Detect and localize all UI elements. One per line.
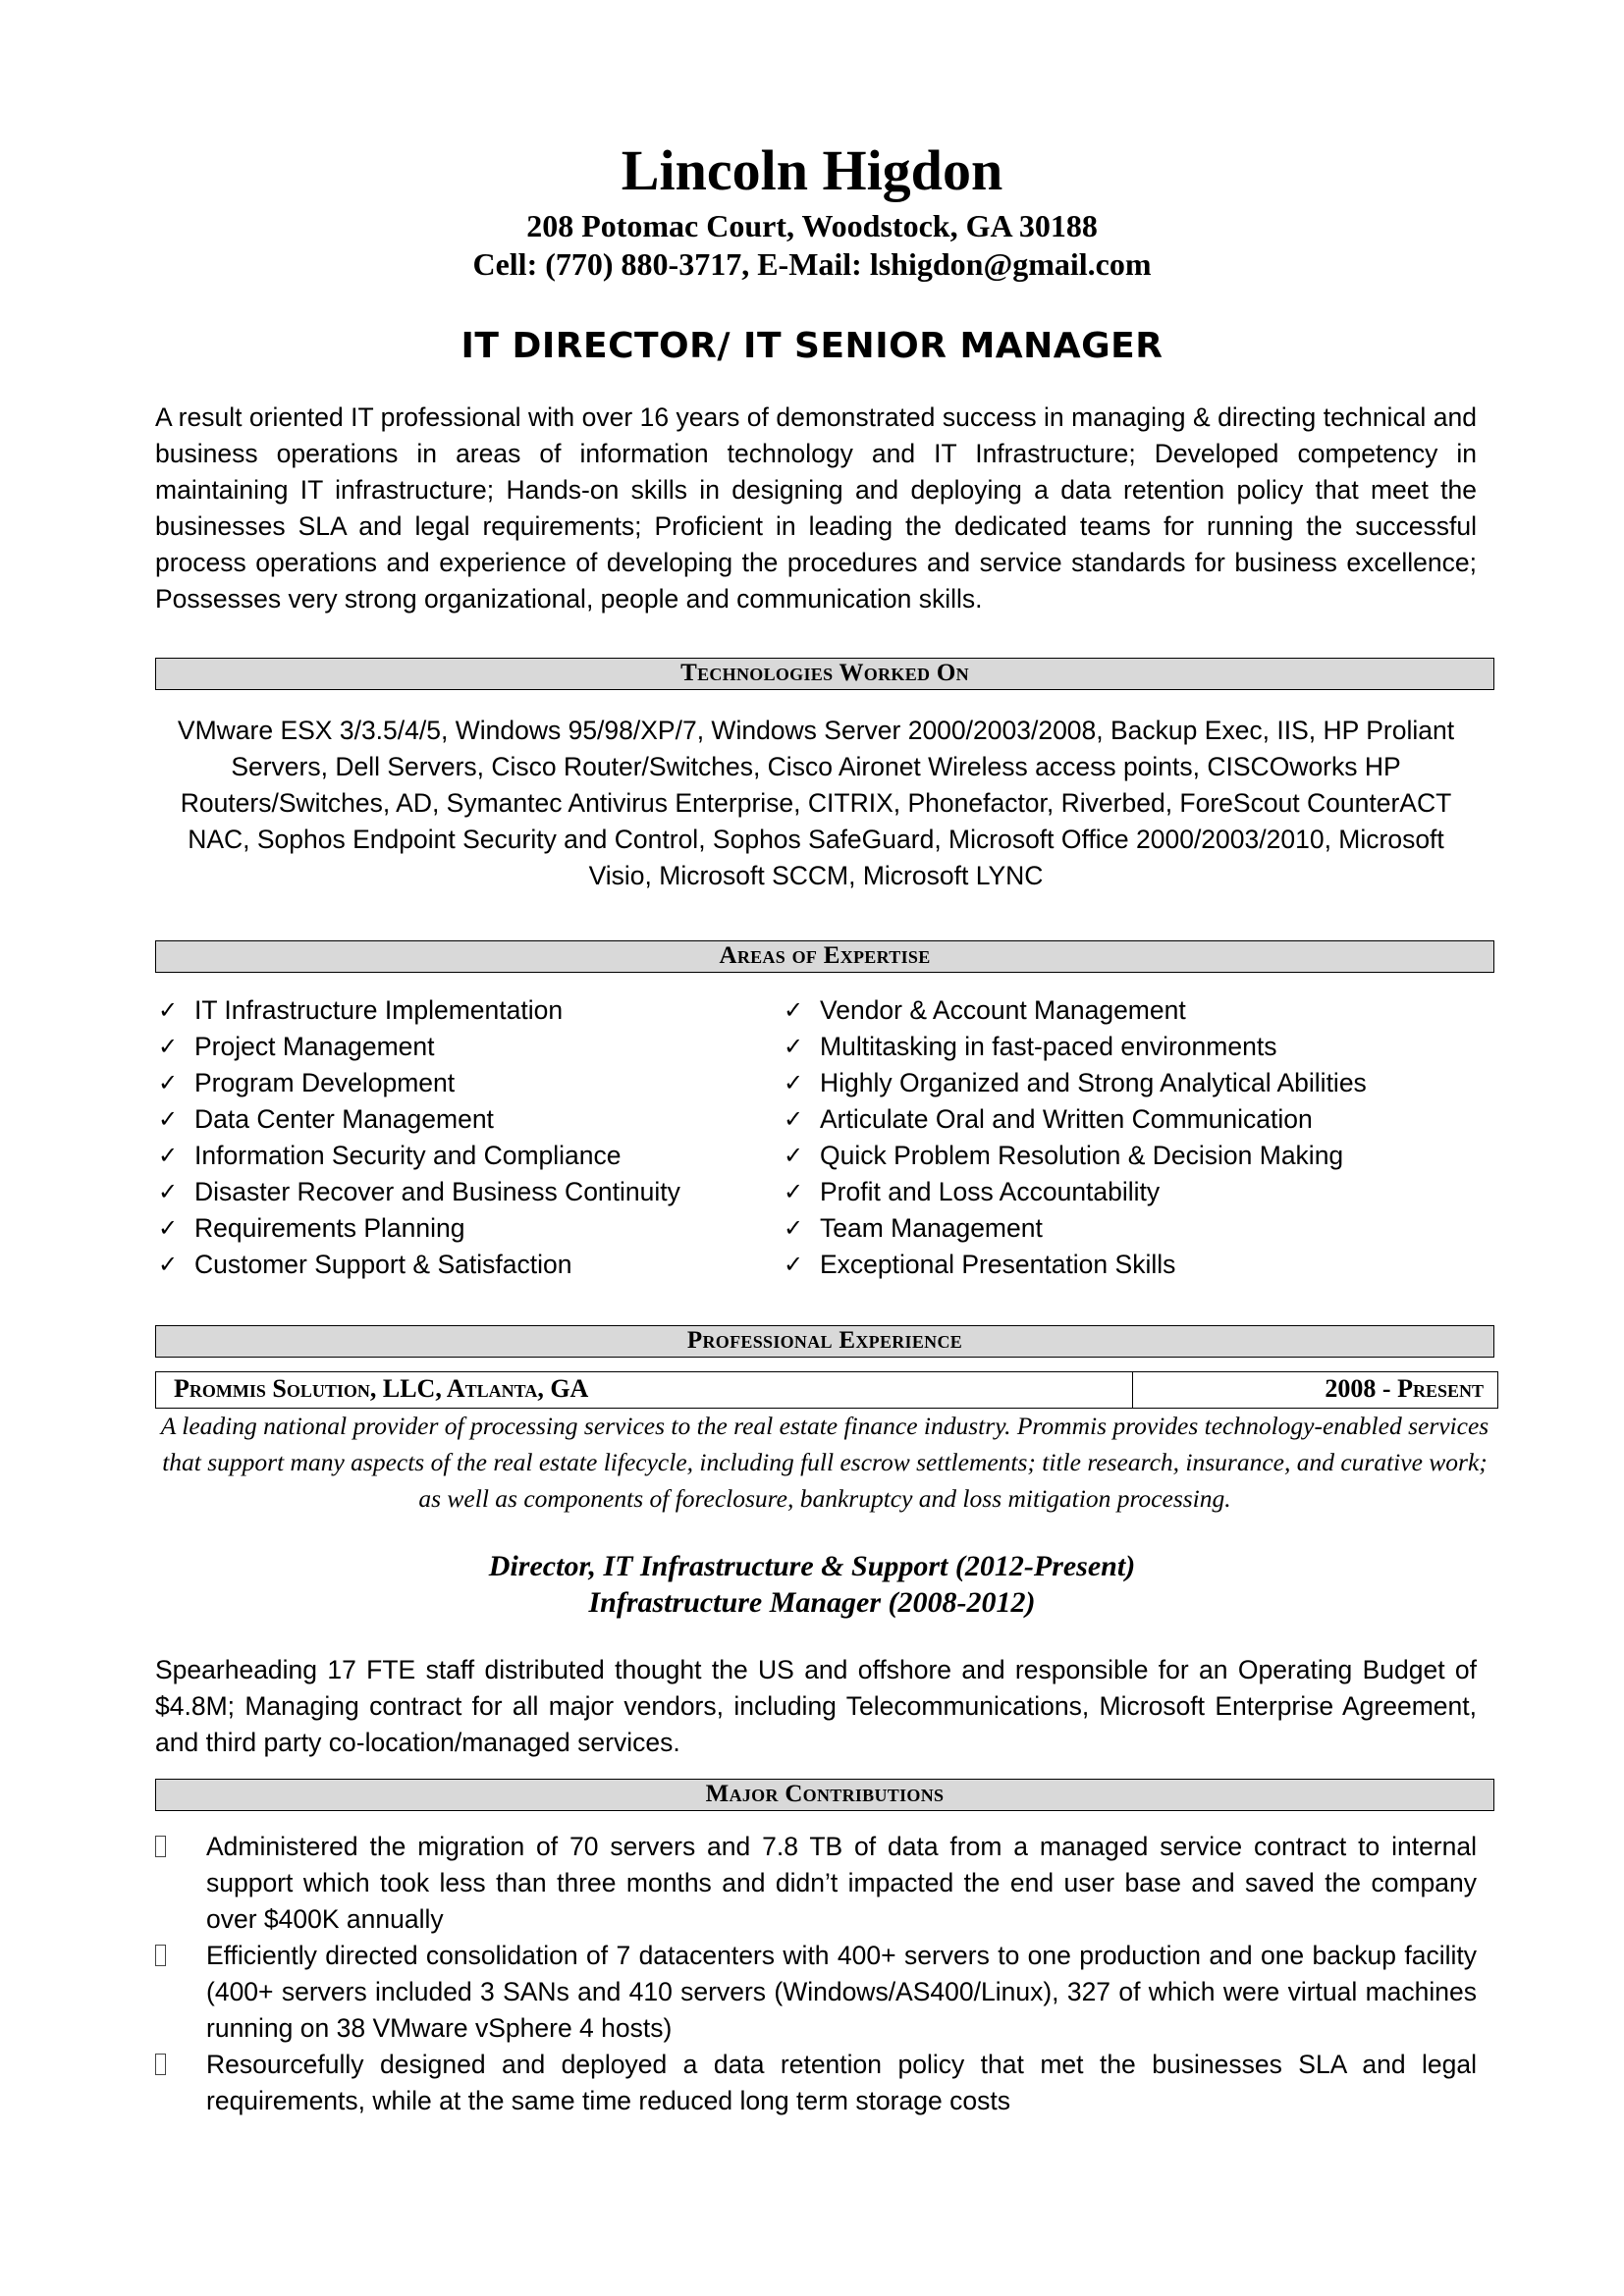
list-item: ✓ Multitasking in fast-paced environments: [781, 1029, 1367, 1065]
list-item: ✓ Highly Organized and Strong Analytical Abilities: [781, 1065, 1367, 1101]
list-item: ✓ IT Infrastructure Implementation: [155, 992, 680, 1029]
summary-paragraph: A result oriented IT professional with over 16 years of demonstrated success in managing & directing technical and business operations in areas of information technology and IT Infrastructure; Developed competency in maintaining IT infrastructure; Hands-on skills in designing and deploying a data retention policy that meet the businesses SLA and legal requirements; Proficient in leading the dedicated teams for running the successful process operations and experience of developing the procedures and service standards for business excellence; Possesses very strong organizational, people and communication skills.: [155, 402, 1477, 614]
expertise-list-right: [781, 992, 1367, 1283]
checkmark-icon: ✓: [784, 1178, 804, 1205]
list-item: Administered the migration of 70 servers and 7.8 TB of data from a managed service contract to internal support which took less than three months and didn’t impacted the end user base and saved the company over $400K annually: [155, 1829, 1477, 1938]
list-item: ✓ Quick Problem Resolution & Decision Making: [781, 1138, 1367, 1174]
checkmark-icon: ✓: [158, 1105, 179, 1133]
list-item: ✓ Data Center Management: [155, 1101, 680, 1138]
checkmark-icon: ✓: [158, 1251, 179, 1278]
checkmark-icon: ✓: [158, 1033, 179, 1060]
list-item: Efficiently directed consolidation of 7 datacenters with 400+ servers to one production and one backup facility (400+ servers included 3 SANs and 410 servers (Windows/AS400/Linux), 327 of which were virtual machines running on 38 VMware vSphere 4 hosts): [155, 1938, 1477, 2047]
checkmark-icon: ✓: [784, 1033, 804, 1060]
list-item: ✓ Vendor & Account Management: [781, 992, 1367, 1029]
checkmark-icon: ✓: [784, 1142, 804, 1169]
checkmark-icon: ✓: [158, 1069, 179, 1096]
checkmark-icon: ✓: [158, 1142, 179, 1169]
role-title-current: Director, IT Infrastructure & Support (2012-Present): [488, 1550, 1136, 1582]
role-overview: Spearheading 17 FTE staff distributed thought the US and offshore and responsible for an Operating Budget of $4.8M; Managing contract for all major vendors, including Telecommunications, Microsoft Enterprise Agreement, and third party co-location/managed services.: [155, 1655, 1477, 1757]
bullet-icon: [155, 1836, 166, 1857]
list-item: ✓ Project Management: [155, 1029, 680, 1065]
contributions-list: [155, 1829, 1477, 2119]
bullet-icon: [155, 2054, 166, 2075]
technologies-list: VMware ESX 3/3.5/4/5, Windows 95/98/XP/7, Windows Server 2000/2003/2008, Backup Exec, IIS, HP Proliant Servers, Dell Servers, Cisco Router/Switches, Cisco Aironet Wireless access points, CISCOworks HP Routers/Switches, AD, Symantec Antivirus Enterprise, CITRIX, Phonefactor, Riverbed, ForeScout CounterACT NAC, Sophos Endpoint Security and Control, Sophos SafeGuard, Microsoft Office 2000/2003/2010, Microsoft Visio, Microsoft SCCM, Microsoft LYNC: [177, 716, 1455, 890]
bullet-icon: [155, 1945, 166, 1966]
list-item: ✓ Team Management: [781, 1210, 1367, 1247]
company-description: A leading national provider of processing services to the real estate finance industry. Prommis provides technology-enabled services that support many aspects of the real estate lifecycle, including full escrow settlements; title research, insurance, and curative work; as well as components of foreclosure, bankruptcy and loss mitigation processing.: [160, 1412, 1489, 1513]
candidate-name: Lincoln Higdon: [621, 138, 1003, 202]
technologies-section-header: Technologies Worked On: [155, 658, 1494, 690]
list-item: ✓ Articulate Oral and Written Communication: [781, 1101, 1367, 1138]
checkmark-icon: ✓: [784, 996, 804, 1024]
expertise-section-header: Areas of Expertise: [155, 940, 1494, 973]
employment-dates: 2008 - Present: [1325, 1374, 1484, 1403]
expertise-list-left: [155, 992, 680, 1283]
checkmark-icon: ✓: [158, 996, 179, 1024]
list-item: ✓ Information Security and Compliance: [155, 1138, 680, 1174]
list-item: ✓ Customer Support & Satisfaction: [155, 1247, 680, 1283]
company-name: Prommis Solution, LLC, Atlanta, GA: [156, 1372, 1133, 1408]
checkmark-icon: ✓: [784, 1251, 804, 1278]
list-item: Resourcefully designed and deployed a data retention policy that met the businesses SLA and legal requirements, while at the same time reduced long term storage costs: [155, 2047, 1477, 2119]
job-headline: IT DIRECTOR/ IT SENIOR MANAGER: [460, 326, 1164, 366]
checkmark-icon: ✓: [784, 1214, 804, 1242]
checkmark-icon: ✓: [158, 1214, 179, 1242]
company-row: [155, 1371, 1498, 1409]
checkmark-icon: ✓: [158, 1178, 179, 1205]
contributions-section-header: Major Contributions: [155, 1779, 1494, 1811]
list-item: ✓ Requirements Planning: [155, 1210, 680, 1247]
experience-section-header: Professional Experience: [155, 1325, 1494, 1358]
list-item: ✓ Profit and Loss Accountability: [781, 1174, 1367, 1210]
checkmark-icon: ✓: [784, 1069, 804, 1096]
checkmark-icon: ✓: [784, 1105, 804, 1133]
list-item: ✓ Disaster Recover and Business Continuity: [155, 1174, 680, 1210]
list-item: ✓ Exceptional Presentation Skills: [781, 1247, 1367, 1283]
address-line: 208 Potomac Court, Woodstock, GA 30188: [526, 208, 1098, 243]
contact-line: Cell: (770) 880-3717, E-Mail: lshigdon@gmail.com: [472, 246, 1152, 282]
list-item: ✓ Program Development: [155, 1065, 680, 1101]
role-title-previous: Infrastructure Manager (2008-2012): [588, 1586, 1036, 1619]
